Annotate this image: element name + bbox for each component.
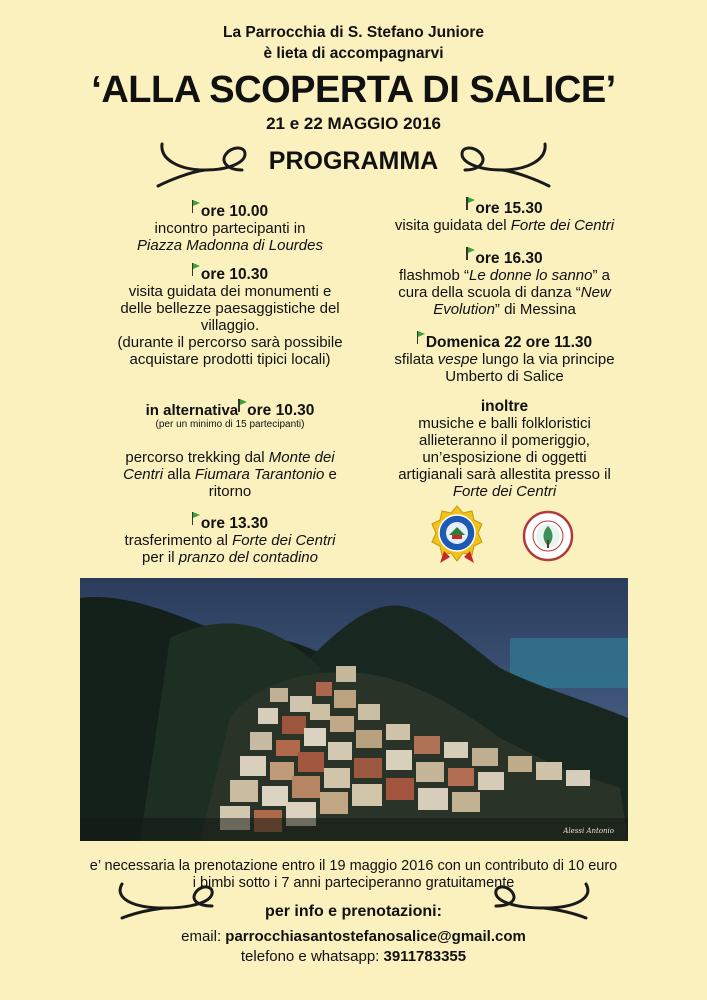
event-time: ore 10.30 [247,402,315,419]
text-italic: Forte dei Centri [510,217,615,234]
booking-note: e’ necessaria la prenotazione entro il 19 maggio 2016 con un contributo di 10 euro [89,858,618,874]
trekking-text [85,449,375,500]
phone-line [0,948,707,965]
text-italic: Centri [123,466,164,483]
phone-number[interactable]: 3911783355 [383,948,467,965]
flag-icon [238,399,246,410]
event-time: ore 16.30 [475,250,543,267]
event-alternative [85,402,375,430]
event-title: ‘ALLA SCOPERTA DI SALICE’ [91,69,616,111]
text-italic: Forte dei Centri [452,483,557,500]
email-line [0,928,707,945]
event-1530 [362,200,647,234]
children-note: i bimbi sotto i 7 anni parteciperanno gratuitamente [192,875,515,891]
text-italic: New [580,284,611,301]
email-label: email: [181,928,226,945]
inoltre-label: inoltre [480,398,529,415]
photo-credit: Alessi Antonio [563,827,614,835]
text: cura della scuola di danza “ [398,284,581,301]
event-time: ore 15.30 [475,200,543,217]
text: un’esposizione di oggetti [422,449,587,466]
event-inoltre [362,398,647,500]
text-italic: Monte dei [268,449,335,466]
text: Umberto di Salice [445,368,564,385]
event-place: Piazza Madonna di Lourdes [137,237,323,254]
text: musiche e balli folkloristici [418,415,591,432]
text-italic: Forte dei Centri [232,532,336,549]
event-time: ore 13.30 [200,515,269,532]
event-time: ore 10.30 [200,266,269,283]
flag-icon [192,200,200,211]
info-heading: per info e prenotazioni: [265,903,442,920]
text: allieteranno il pomeriggio, [419,432,590,449]
event-1030 [85,266,375,368]
text: flashmob “ [399,267,470,284]
text-italic: Fiumara Tarantonio [194,466,325,483]
event-time: ore 11.30 [521,334,593,351]
text: trasferimento al [124,532,233,549]
flag-icon [417,331,425,342]
text-italic: Evolution [433,301,495,318]
text: ” di Messina [494,301,576,318]
event-note: (durante il percorso sarà possibile [117,334,343,351]
text-italic: Le donne lo sanno [469,267,593,284]
village-photo [80,578,628,841]
text: alla [163,466,195,483]
event-1000 [85,203,375,254]
alternative-label: in alternativa [145,402,239,419]
agronomi-logo [522,510,574,562]
text: e [324,466,337,483]
text: visita guidata del [394,217,511,234]
village-photo-image [80,578,628,841]
text-italic: pranzo del contadino [178,549,318,566]
flag-icon [192,263,200,274]
event-note: acquistare prodotti tipici locali) [129,351,331,368]
event-sunday [362,334,647,385]
event-day: Domenica 22 [425,334,522,351]
event-text: visita guidata dei monumenti e [128,283,332,300]
flag-icon [466,247,474,258]
event-text: delle bellezze paesaggistiche del [120,300,340,317]
phone-label: telefono e whatsapp: [240,948,384,965]
programma-heading: PROGRAMMA [268,147,439,175]
event-1330 [85,515,375,566]
text: percorso trekking dal [125,449,269,466]
text: lungo la via principe [477,351,615,368]
event-text: incontro partecipanti in [154,220,306,237]
event-note: (per un minimo di 15 partecipanti) [155,419,305,430]
flag-icon [466,197,474,208]
event-time: ore 10.00 [200,203,269,220]
text: sfilata [394,351,438,368]
text: ” a [592,267,610,284]
email-address[interactable]: parrocchiasantostefanosalice@gmail.com [225,928,526,945]
organizer-line: La Parrocchia di S. Stefano Juniore [223,24,484,41]
invite-line: è lieta di accompagnarvi [263,45,444,62]
text-italic: vespe [437,351,478,368]
event-text: villaggio. [200,317,260,334]
event-dates: 21 e 22 MAGGIO 2016 [266,114,441,133]
text: ritorno [208,483,252,500]
event-1630 [362,250,647,318]
text: per il [142,549,179,566]
association-logo [430,505,484,565]
flag-icon [192,512,200,523]
text: artigianali sarà allestita presso il [398,466,611,483]
